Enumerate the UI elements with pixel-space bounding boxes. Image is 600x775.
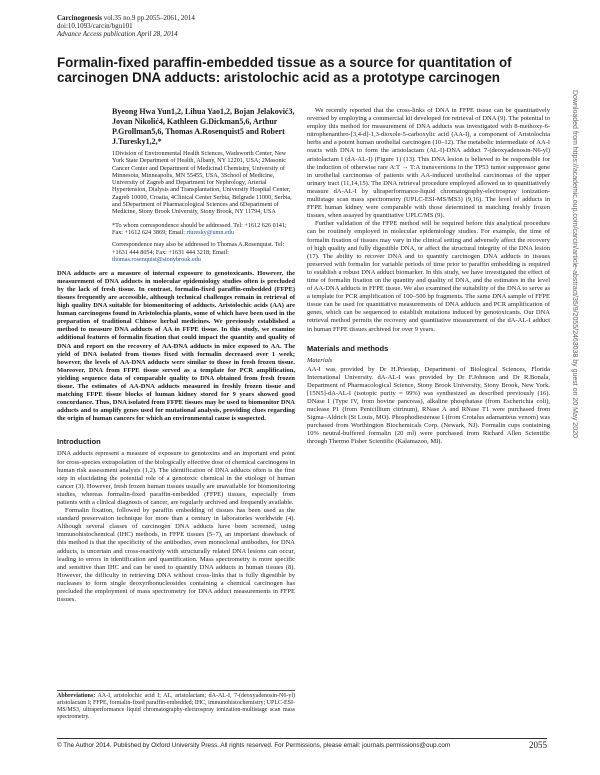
advance-access: Advance Access publication April 28, 2014 — [57, 30, 178, 39]
left-column — [57, 107, 295, 604]
footer — [57, 738, 547, 749]
abstract: DNA adducts are a measure of internal exposure to genotoxicants. However, the measurement of DNA adducts in molecular epidemiology studies often is precluded by the lack of fresh tissue. In contrast, formalin-fixed paraffin-embedded (FFPE) tissues frequently are accessible, although technical challenges remain in retrieval of high quality DNA suitable for biomonitoring of adducts. Aristolochic acids (AA) are human carcinogens found in Aristolochia plants, some of which have been used in the preparation of traditional Chinese herbal medicines. We previously established a method to measure DNA adducts of AA in FFPE tissue. In this study, we examine additional features of formalin fixation that could impact the quantity and quality of DNA and report on the recovery of AA-DNA adducts in mice exposed to AA. The yield of DNA isolated from tissues fixed with formalin decreased over 1 week; however, the levels of AA-DNA adducts were similar to those in fresh frozen tissue. Moreover, DNA from FFPE tissue served as a template for PCR amplification, yielding sequence data of comparable quality to DNA obtained from fresh frozen tissue. The estimates of AA-DNA adducts measured in freshly frozen tissue and matching FFPE tissue blocks of human kidney stored for 9 years showed good concordance. Thus, DNA isolated from FFPE tissues may be used to biomonitor DNA adducts and to amplify genes used for mutational analysis, providing clues regarding the origin of human cancers for which an environmental cause is suspected. — [57, 269, 295, 423]
copyright: © The Author 2014. Published by Oxford University Press. All rights reserved. For Permissions, please email: journals.permissions@oup.com — [57, 742, 451, 749]
abbreviations — [57, 690, 295, 721]
abbreviations-label: Abbreviations: — [57, 693, 96, 699]
intro-paragraph-2: Formalin fixation, followed by paraffin embedding of tissues has been used as the standard preservation technique for more than a century in laboratories worldwide (4). Although several classes of carcinogen DNA adducts have been screened, using immunohistochemical (IHC) methods, in FFPE tissues (5–7), an important drawback of this method is that the specificity of the antibodies, even monoclonal antibodies, for DNA adducts, is uncertain and cross-reactivity with structurally related DNA lesions can occur, leading to errors in identification and quantification. Mass spectrometry is more specific and sensitive than IHC and can be used to quantify DNA adducts in human tissues (8). However, the difficulty in retrieving DNA without cross-links that is fully digestible by nucleases to form single deoxyribonucleosides containing a chemical carcinogen has precluded the employment of mass spectrometry for DNA adduct measurements in FFPE tissues. — [57, 507, 295, 604]
materials-subheading: Materials — [307, 356, 333, 364]
intro-paragraph-3: We recently reported that the cross-links of DNA in FFPE tissue can be quantitatively reversed by employing a commercial kit developed for retrieval of DNA (9). The potential to employ this method for measurement of DNA adducts was investigated with 8-methoxy-6-nitrophenanthro-[3,4-d]-1,3-dioxole-5-carboxylic acid (AA-I), a component of Aristolochia herbs and a potent human urothelial carcinogen (10–12). The metabolic intermediate of AA-I reacts with DNA to form the aristolactam (AL-I)-DNA adduct 7-(deoxyadenosin-N6-yl) aristolactam I (dA-AL-I) (Figure 1) (13). This DNA lesion is believed to be responsible for the induction of otherwise rare A:T → T:A transversions in the TP53 tumor suppressor gene in urothelial carcinomas of patients with AA-induced urothelial carcinomas of the upper urinary tract (11,14,15). The DNA retrieval procedure employed allowed us to quantitatively measure dA-AL-I by ultraperformance-liquid chromatography-electrospray ionization-multistage scan mass spectrometry (UPLC-ESI-MS/MS3) (9,16). The level of adducts in FFPE human kidney were comparable with those determined in matching freshly frozen tissues, when assayed by quantitative UPLC/MS (9). — [307, 107, 550, 220]
right-column — [307, 107, 550, 447]
authors: Byeong Hwa Yun1,2, Lihua Yao1,2, Bojan Jelaković3, Jovan Nikolić4, Kathleen G.Dickman5,6, Arthur P.Grollman5,6, Thomas A.Rosenquist5 and Robert J.Turesky1,2,* — [112, 107, 295, 146]
email-label: Email: — [168, 228, 187, 236]
introduction-heading: Introduction — [57, 437, 101, 447]
journal-doi: doi:10.1093/carcin/bgu101 — [57, 22, 133, 31]
page-number: 2055 — [529, 740, 547, 750]
materials-paragraph: AA-I was provided by Dr H.Priestap, Department of Biological Sciences, Florida International University. dA-AL-I was provided by Dr F.Johnson and Dr R.Bonala, Department of Pharmacological Science, Stony Brook University, Stony Brook, New York. [15N5]-dA-AL-I (isotopic purity = 99%) was synthesized as described previously (16). DNase I (Type IV, from bovine pancreas), alkaline phosphatase (from Escherichia coli), nuclease P1 (from Penicillium citrinum), RNase A and RNase T1 were purchased from Sigma–Aldrich (St Louis, MO). Phosphodiesterase I (from Crotalus adamanteus venom) was purchased from Worthington Biochemicals Corp. (Newark, NJ). Formalin cups containing 10% neutral-buffered formalin (20 ml) were purchased from Richard Allen Scientific through Thermo Fisher Scientific (Kalamazoo, MI). — [307, 365, 550, 446]
abbreviations-text: AA-I, aristolochic acid I; AL, aristolactam; dA-AL-I, 7-(deoxyadenosin-N6-yl) aristolactam I; FFPE, formalin-fixed paraffin-embedded; IHC, immunohistochemistry; UPLC-ESI-MS/MS3, ultraperformance liquid chromatography-electrospray ionization-multistage scan mass spectrometry. — [57, 693, 296, 720]
journal-header — [57, 14, 357, 39]
methods-heading: Materials and methods — [307, 343, 389, 353]
correspondence-line-2: Correspondence may also be addressed to Thomas A.Rosenquist. Tel: +1631 444 8054; Fax: +1631 444 3218; — [112, 241, 285, 256]
download-notice[interactable]: Downloaded from https://academic.oup.com/carcin/article-abstract/35/9/2055/2463038 by guest on 20 May 2020 — [571, 90, 578, 438]
intro-paragraph-1: DNA adducts represent a measure of exposure to genotoxins and an important end point for cross-species extrapolation of the biologically effective dose of chemical carcinogens in human risk assessment analysis (1,2). The identification of DNA adducts often is the first step in elucidating the potential role of a genotoxic chemical in the etiology of human cancer (3). However, fresh frozen human tissues usually are unavailable for biomonitoring studies, whereas formalin-fixed paraffin-embedded (FFPE) tissues, especially from patients with a clinical diagnosis of cancer, are regularly archived and frequently available. — [57, 450, 295, 506]
journal-name: Carcinogenesis — [57, 14, 102, 22]
correspondence-line-1: *To whom correspondence should be addressed. Tel: +1612 626 0141; Fax: +1612 624 3869; — [112, 221, 287, 236]
article-title: Formalin-fixed paraffin-embedded tissue as a source for quantitation of carcinogen DNA adducts: aristolochic acid as a prototype carcinogen — [57, 55, 512, 85]
download-sidebar — [566, 90, 580, 700]
intro-paragraph-4: Further validation of the FFPE method will be required before this analytical procedure can be routinely employed in molecular epidemiology studies. For example, the time of formalin fixation of tissues may vary in the clinical setting and adversely affect the recovery of high quality and fully digestible DNA, or affect the structural integrity of the DNA lesion (17). The ability to recover DNA and to quantify carcinogen DNA adducts in tissues preserved with formalin for variable periods of time prior to paraffin embedding is required to establish a robust DNA adduct biomarker. In this study, we have investigated the effect of time of formalin fixation on the quantity and quality of DNA, and the estimates in the level of AA-DNA adducts in FFPE tissue. We also examined the suitability of the DNA to serve as a template for PCR amplification of 100–500 bp fragments. The same DNA sample of FFPE tissue can be used for quantitative measurements of DNA adducts and PCR amplification of genes, which can be sequenced to establish mutations induced by genotoxicants. Our DNA retrieval method permits the recovery and quantitative measurement of the dA-AL-I adduct in human FFPE tissues archived for over 9 years. — [307, 220, 550, 333]
journal-citation: vol.35 no.9 pp.2055–2061, 2014 — [101, 14, 195, 22]
correspondence — [112, 222, 295, 263]
email-link-rosenquist[interactable]: thomas.rosenquist@stonybrook.edu — [112, 255, 201, 263]
email-label: Email: — [212, 248, 229, 256]
email-link-turesky[interactable]: rturesky@umn.edu — [186, 228, 234, 236]
affiliations: 1Division of Environmental Health Sciences, Wadsworth Center, New York State Department of Health, Albany, NY 12201, USA; 2Masonic Cancer Center and Department of Medicinal Chemistry, University of Minnesota, Minneapolis, MN 55455, USA, 3School of Medicine, University of Zagreb and Department for Nephrology, Arterial Hypertension, Dialysis and Transplantation, University Hospital Center, Zagreb 10000, Croatia, 4Clinical Center Serbia, Belgrade 11000, Serbia, and 5Department of Pharmacological Sciences and 6Department of Medicine, Stony Brook University, Stony Brook, NY 11794, USA — [112, 150, 292, 216]
